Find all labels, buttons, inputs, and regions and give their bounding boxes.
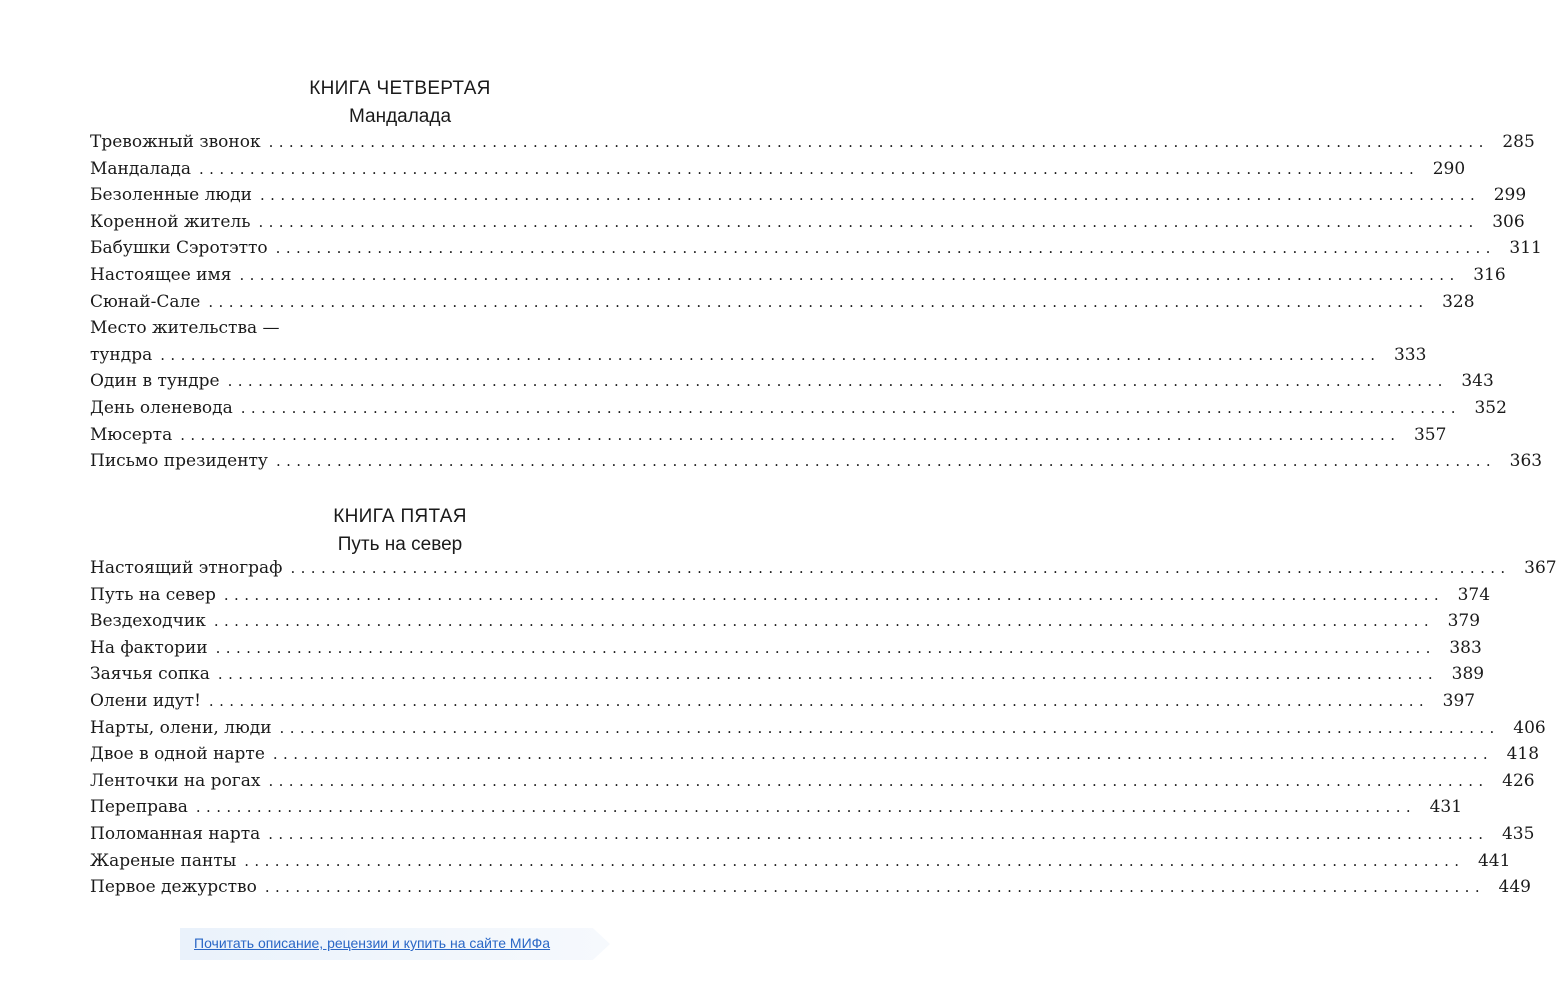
toc-entry (90, 264, 1506, 292)
toc-dot-leader: ........................................................................................................................ (240, 398, 1461, 417)
toc-entry-title: Путь на север (90, 584, 216, 605)
toc-entry-page-number: 343 (1461, 371, 1494, 392)
toc-entry (90, 238, 1542, 265)
toc-entry (90, 185, 1527, 212)
toc-entry (90, 371, 1494, 398)
toc-entry (90, 717, 1546, 745)
toc-dot-leader: ........................................................................................................................ (213, 612, 1435, 631)
toc-entry-title: Коренной житель (90, 211, 251, 232)
toc-entry (90, 344, 1427, 372)
toc-entry-title: Мюсерта (90, 424, 173, 445)
toc-dot-leader: ........................................................................................................................ (259, 186, 1481, 205)
book-five-heading: КНИГА ПЯТАЯ (333, 506, 467, 527)
toc-dot-leader: ........................................................................................................................ (290, 559, 1511, 577)
toc-entry-title: Настоящий этнограф (90, 558, 283, 578)
toc-entry-page-number: 397 (1442, 690, 1476, 711)
toc-entry-title: тундра (90, 344, 153, 365)
toc-entry (90, 611, 1481, 638)
toc-dot-leader: ........................................................................................................................ (268, 133, 1489, 151)
toc-entry (90, 451, 1543, 478)
toc-entry-title: Место жительства — (90, 318, 280, 339)
mif-store-link[interactable]: Почитать описание, рецензии и купить на сайте МИФа (194, 935, 551, 951)
toc-dot-leader: ........................................................................................................................ (199, 159, 1420, 178)
book-four-toc (90, 132, 1543, 478)
toc-entry-page-number: 374 (1457, 584, 1491, 605)
toc-dot-leader: ........................................................................................................................ (215, 638, 1436, 657)
toc-dot-leader: ........................................................................................................................ (208, 691, 1430, 710)
toc-entry-page-number: 285 (1502, 132, 1535, 152)
toc-dot-leader: ........................................................................................................................ (272, 745, 1494, 764)
toc-entry-page-number: 389 (1451, 664, 1485, 685)
toc-entry (90, 877, 1531, 904)
toc-dot-leader: ........................................................................................................................ (239, 265, 1460, 284)
toc-entry-page-number: 426 (1502, 770, 1535, 791)
toc-entry-page-number: 435 (1501, 823, 1535, 844)
toc-entry-title: Нарты, олени, люди (90, 717, 272, 738)
toc-entry-page-number: 333 (1393, 344, 1427, 365)
toc-entry-page-number: 316 (1473, 264, 1506, 285)
toc-entry (90, 211, 1525, 239)
toc-entry-title: Сюнай-Сале (90, 291, 201, 312)
toc-entry-page-number: 306 (1492, 211, 1525, 232)
toc-entry-page-number: 441 (1477, 850, 1511, 871)
toc-entry (90, 584, 1491, 612)
toc-dot-leader: ........................................................................................................................ (217, 665, 1439, 684)
toc-entry (90, 132, 1535, 159)
toc-dot-leader: ........................................................................................................................ (275, 239, 1496, 258)
toc-dot-leader: ........................................................................................................................ (227, 372, 1448, 391)
toc-entry-page-number: 363 (1509, 451, 1543, 472)
toc-dot-leader: ........................................................................................................................ (160, 345, 1381, 364)
toc-entry-title: Вездеходчик (90, 611, 206, 632)
toc-dot-leader: ........................................................................................................................ (279, 718, 1500, 737)
toc-dot-leader: ........................................................................................................................ (264, 878, 1485, 897)
toc-entry-title: Двое в одной нарте (90, 744, 265, 765)
book-four-heading: КНИГА ЧЕТВЕРТАЯ (309, 78, 491, 99)
toc-entry (90, 318, 708, 345)
toc-entry-title: Олени идут! (90, 690, 201, 711)
toc-entry (90, 770, 1535, 798)
toc-entry-page-number: 357 (1413, 424, 1447, 445)
toc-entry (90, 291, 1475, 319)
book-five-subtitle: Путь на север (337, 534, 463, 555)
toc-entry-page-number: 406 (1513, 717, 1546, 738)
toc-entry (90, 397, 1507, 425)
toc-dot-leader: ........................................................................................................................ (180, 425, 1401, 444)
toc-entry-title: На фактории (90, 637, 208, 658)
toc-entry (90, 637, 1482, 665)
toc-dot-leader: ........................................................................................................................ (258, 212, 1479, 231)
toc-entry-title: Поломанная нарта (90, 823, 261, 844)
toc-entry-page-number: 418 (1506, 744, 1540, 765)
toc-entry-page-number: 379 (1447, 611, 1481, 632)
toc-entry-title: Письмо президенту (90, 451, 268, 472)
toc-entry-page-number: 328 (1442, 291, 1475, 312)
toc-entry-page-number: 449 (1498, 877, 1531, 898)
toc-entry (90, 744, 1540, 771)
toc-entry-title: Первое дежурство (90, 877, 257, 898)
toc-entry-title: Один в тундре (90, 371, 220, 392)
toc-entry (90, 158, 1466, 186)
toc-entry (90, 424, 1447, 452)
toc-entry-page-number: 299 (1493, 185, 1527, 206)
toc-entry-title: Настоящее имя (90, 264, 232, 285)
toc-entry-title: Переправа (90, 797, 188, 818)
toc-dot-leader: ........................................................................................................................ (223, 585, 1445, 604)
toc-entry-page-number: 431 (1429, 797, 1463, 818)
toc-entry-page-number: 383 (1449, 637, 1482, 658)
toc-entry-page-number: 290 (1432, 158, 1466, 179)
toc-entry-title: Безоленные люди (90, 185, 252, 206)
toc-entry-title: Ленточки на рогах (90, 770, 261, 791)
toc-dot-leader: ........................................................................................................................ (244, 851, 1465, 870)
toc-entry (90, 664, 1485, 691)
toc-entry-title: День оленевода (90, 397, 233, 418)
toc-dot-leader: ........................................................................................................................ (195, 798, 1417, 817)
toc-entry-title: Заячья сопка (90, 664, 210, 685)
toc-entry-page-number: 352 (1474, 397, 1507, 418)
toc-entry (90, 558, 1557, 585)
toc-entry (90, 797, 1463, 824)
toc-entry (90, 850, 1511, 878)
toc-entry-page-number: 311 (1509, 238, 1542, 259)
toc-dot-leader: ........................................................................................................................ (268, 824, 1489, 843)
toc-entry-page-number: 367 (1524, 558, 1557, 578)
book-four-subtitle: Мандалада (348, 106, 452, 127)
toc-dot-leader: ........................................................................................................................ (275, 452, 1497, 471)
toc-entry-title: Жареные панты (90, 850, 237, 871)
toc-entry-title: Тревожный звонок (90, 132, 261, 152)
toc-entry-title: Бабушки Сэротэтто (90, 238, 268, 259)
book-five-toc (90, 558, 1557, 904)
toc-entry-title: Мандалада (90, 158, 192, 179)
toc-dot-leader: ........................................................................................................................ (268, 771, 1489, 790)
toc-entry (90, 823, 1535, 851)
toc-dot-leader: ........................................................................................................................ (208, 292, 1429, 311)
toc-entry (90, 690, 1476, 718)
